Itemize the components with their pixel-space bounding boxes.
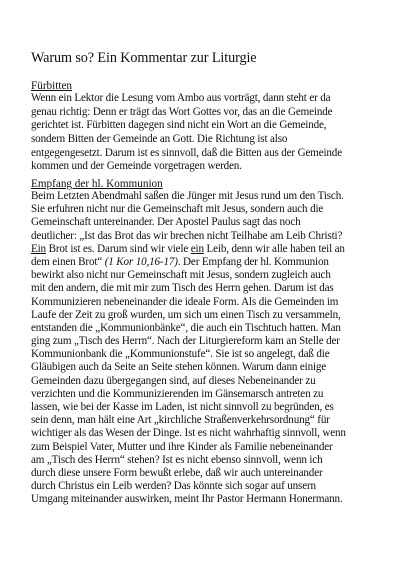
underlined-word: ein xyxy=(190,242,204,255)
text-line: zum Beispiel Vater, Mutter und ihre Kinder als Familie nebeneinander xyxy=(31,440,333,453)
text-line: Gemeinden dazu übergegangen sind, auf dieses Nebeneinander zu xyxy=(31,374,316,387)
text-line: ging zum „Tisch des Herrn“. Nach der Liturgiereform kam an Stelle der xyxy=(31,335,340,348)
section-heading-kommunion: Empfang der hl. Kommunion xyxy=(31,178,163,190)
text-line: Kommunionbank die „Kommunionstufe“. Sie ist so angelegt, daß die xyxy=(31,348,330,361)
text-line xyxy=(31,243,403,256)
section-heading-fuerbitten: Fürbitten xyxy=(31,80,73,92)
underlined-word: Ein xyxy=(31,242,46,255)
text-line: mit den andern, die mit mir zum Tisch des Herrn gehen. Darum ist das xyxy=(31,282,334,295)
text-line: bewirkt also nicht nur Gemeinschaft mit Jesus, sondern zugleich auch xyxy=(31,269,331,282)
text-line: wichtiger als das Wesen der Dinge. Ist es nicht wahrhaftig sinnvoll, wenn xyxy=(31,427,346,440)
text-segment: dem einen Brot“ xyxy=(31,255,105,268)
text-line: Sie erfuhren nicht nur die Gemeinschaft mit Jesus, sondern auch die xyxy=(31,203,324,216)
text-line: kommen und der Gemeinde vorgetragen werden. xyxy=(31,160,242,173)
text-segment: Brot ist es. Darum sind wir viele xyxy=(45,242,191,255)
text-line: durch diese unsere Form bewußt erlebe, daß wir auch untereinander xyxy=(31,466,323,479)
text-segment: . Der Empfang der hl. Kommunion xyxy=(177,255,329,268)
text-line xyxy=(31,256,403,269)
text-line: Beim Letzten Abendmahl saßen die Jünger mit Jesus rund um den Tisch. xyxy=(31,190,344,202)
text-line: entstanden die „Kommunionbänke“, die auch ein Tischtuch hatten. Man xyxy=(31,321,341,334)
text-line: durch Christus ein Leib werden? Das könnte sich sogar auf unsern xyxy=(31,480,316,493)
bible-reference: (1 Kor 10,16-17) xyxy=(104,255,178,268)
text-line: sein denn, man hält eine Art „kirchliche Straßenverkehrsordnung“ für xyxy=(31,414,330,427)
text-line: genau richtig: Denn er trägt das Wort Gottes vor, das an die Gemeinde xyxy=(31,105,333,118)
text-line: am „Tisch des Herrn“ stehen? Ist es nicht ebenso sinnvoll, wenn ich xyxy=(31,453,323,466)
text-line: Gläubigen auch da Seite an Seite stehen können. Warum dann einige xyxy=(31,361,327,374)
text-line: Wenn ein Lektor die Lesung vom Ambo aus vorträgt, dann steht er da xyxy=(31,92,331,104)
text-line: Kommunizieren nebeneinander die ideale Form. Als die Gemeinden im xyxy=(31,295,339,308)
text-line: Umgang miteinander auswirken, meint Ihr Pastor Hermann Honermann. xyxy=(31,493,343,506)
document-title: Warum so? Ein Kommentar zur Liturgie xyxy=(31,50,257,66)
paragraph-kommunion xyxy=(31,190,403,507)
text-line: Gemeinschaft untereinander. Der Apostel Paulus sagt das noch xyxy=(31,216,301,229)
text-segment: Leib, denn wir alle haben teil an xyxy=(203,242,345,255)
text-line: entgegengesetzt. Darum ist es sinnvoll, daß die Bitten aus der Gemeinde xyxy=(31,146,342,159)
text-line: Laufe der Zeit zu groß wurden, um sich um einen Tisch zu versammeln, xyxy=(31,308,341,321)
text-line: sondern Bitten der Gemeinde an Gott. Die Richtung ist also xyxy=(31,133,288,146)
text-line: gerichtet ist. Fürbitten dagegen sind nicht ein Wort an die Gemeinde, xyxy=(31,119,327,132)
text-line: verzichten und die Kommunizierenden im Gänsemarsch antreten zu xyxy=(31,387,324,400)
text-line: deutlicher: „Ist das Brot das wir brechen nicht Teilhabe am Leib Christi? xyxy=(31,229,343,242)
paragraph-fuerbitten xyxy=(31,92,403,174)
text-line: lassen, wie bei der Kasse im Laden, ist nicht sinnvoll zu begründen, es xyxy=(31,401,334,413)
